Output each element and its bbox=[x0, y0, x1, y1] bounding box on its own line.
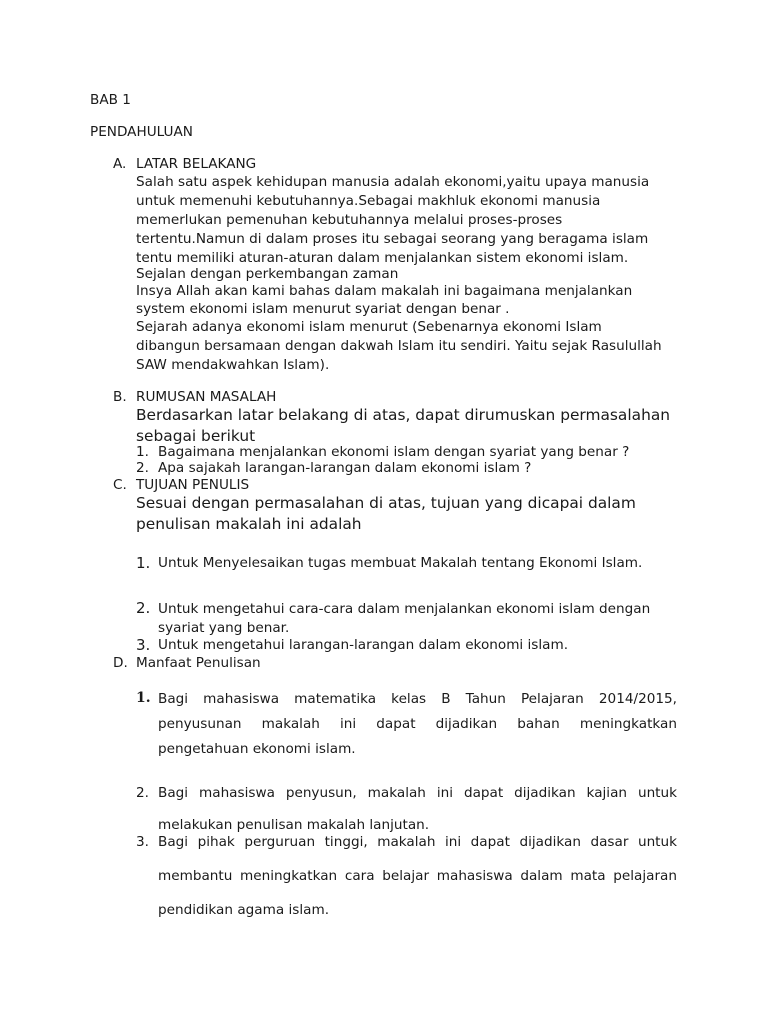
list-item-continuation: penyusunan makalah ini dapat dijadikan bahan meningkatkan bbox=[158, 716, 677, 732]
section-d-heading: Manfaat Penulisan bbox=[136, 655, 261, 671]
section-a-label: A. bbox=[113, 156, 127, 172]
paragraph-line: Sejalan dengan perkembangan zaman bbox=[136, 266, 399, 282]
list-item-continuation: melakukan penulisan makalah lanjutan. bbox=[158, 817, 430, 833]
section-a-heading: LATAR BELAKANG bbox=[136, 156, 257, 172]
intro-line: Berdasarkan latar belakang di atas, dapat dirumuskan permasalahan bbox=[136, 406, 671, 424]
paragraph-line: system ekonomi islam menurut syariat dengan benar . bbox=[136, 301, 510, 317]
paragraph-line: tertentu.Namun di dalam proses itu sebagai seorang yang beragama islam bbox=[136, 231, 649, 247]
section-c-label: C. bbox=[113, 477, 127, 493]
section-b-heading: RUMUSAN MASALAH bbox=[136, 389, 277, 405]
paragraph-line: tentu memiliki aturan-aturan dalam menjalankan sistem ekonomi islam. bbox=[136, 250, 629, 266]
list-number: 1. bbox=[136, 690, 151, 706]
list-item: Bagi pihak perguruan tinggi, makalah ini dapat dijadikan dasar untuk bbox=[158, 834, 677, 850]
paragraph-line: untuk memenuhi kebutuhannya.Sebagai makhluk ekonomi manusia bbox=[136, 193, 601, 209]
list-number: 1. bbox=[136, 444, 149, 460]
list-item: Untuk mengetahui cara-cara dalam menjalankan ekonomi islam dengan bbox=[158, 601, 651, 617]
paragraph-line: Insya Allah akan kami bahas dalam makalah ini bagaimana menjalankan bbox=[136, 283, 633, 299]
intro-line: Sesuai dengan permasalahan di atas, tujuan yang dicapai dalam bbox=[136, 494, 636, 512]
list-number: 2. bbox=[136, 460, 149, 476]
list-item-continuation: membantu meningkatkan cara belajar mahasiswa dalam mata pelajaran bbox=[158, 868, 677, 884]
list-number: 3. bbox=[136, 834, 149, 850]
list-item: Apa sajakah larangan-larangan dalam ekonomi islam ? bbox=[158, 460, 532, 476]
list-number: 2. bbox=[136, 599, 151, 617]
paragraph-line: dibangun bersamaan dengan dakwah Islam itu sendiri. Yaitu sejak Rasulullah bbox=[136, 338, 662, 354]
list-item: Untuk Menyelesaikan tugas membuat Makalah tentang Ekonomi Islam. bbox=[158, 555, 643, 571]
intro-line: sebagai berikut bbox=[136, 427, 256, 445]
list-item: Untuk mengetahui larangan-larangan dalam ekonomi islam. bbox=[158, 637, 569, 653]
list-number: 3. bbox=[136, 636, 151, 654]
list-item: Bagaimana menjalankan ekonomi islam dengan syariat yang benar ? bbox=[158, 444, 630, 460]
intro-line: penulisan makalah ini adalah bbox=[136, 515, 362, 533]
document-title: PENDAHULUAN bbox=[90, 124, 193, 140]
list-item-continuation: syariat yang benar. bbox=[158, 620, 290, 636]
paragraph-line: Sejarah adanya ekonomi islam menurut (Sebenarnya ekonomi Islam bbox=[136, 319, 602, 335]
chapter-label: BAB 1 bbox=[90, 92, 131, 108]
section-d-label: D. bbox=[113, 655, 128, 671]
list-item-continuation: pengetahuan ekonomi islam. bbox=[158, 741, 356, 757]
list-number: 2. bbox=[136, 785, 149, 801]
section-c-heading: TUJUAN PENULIS bbox=[136, 477, 250, 493]
section-b-label: B. bbox=[113, 389, 127, 405]
list-number: 1. bbox=[136, 554, 151, 572]
list-item: Bagi mahasiswa penyusun, makalah ini dapat dijadikan kajian untuk bbox=[158, 785, 677, 801]
paragraph-line: Salah satu aspek kehidupan manusia adalah ekonomi,yaitu upaya manusia bbox=[136, 174, 650, 190]
list-item-continuation: pendidikan agama islam. bbox=[158, 902, 330, 918]
list-item: Bagi mahasiswa matematika kelas B Tahun Pelajaran 2014/2015, bbox=[158, 691, 677, 707]
paragraph-line: memerlukan pemenuhan kebutuhannya melalui proses-proses bbox=[136, 212, 563, 228]
paragraph-line: SAW mendakwahkan Islam). bbox=[136, 357, 330, 373]
